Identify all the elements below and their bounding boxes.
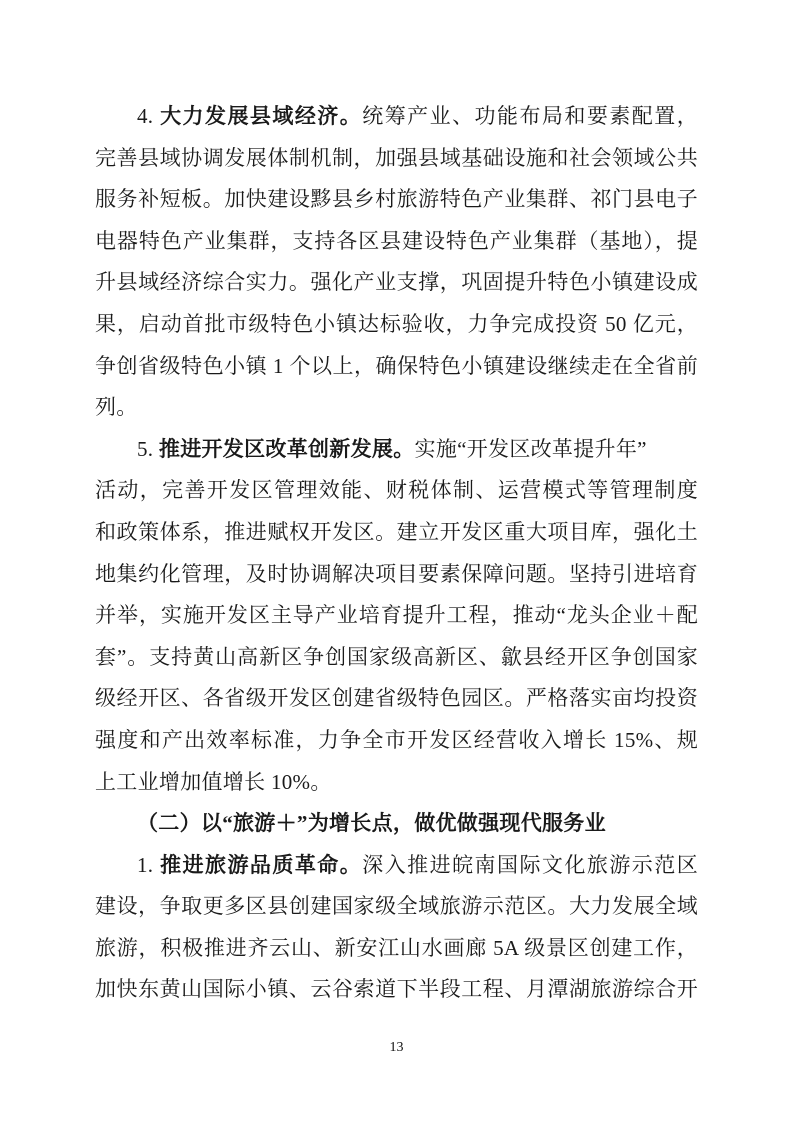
text-segment: 列。 xyxy=(95,395,138,420)
text-segment: 4. xyxy=(137,104,161,128)
text-segment: 活动，完善开发区管理效能、财税体制、运营模式等管理制度 xyxy=(95,478,698,503)
text-segment: 5. xyxy=(137,436,159,461)
text-segment: 果，启动首批市级特色小镇达标验收，力争完成投资 50 亿元， xyxy=(95,311,698,336)
text-segment: 地集约化管理，及时协调解决项目要素保障问题。坚持引进培育 xyxy=(95,561,698,586)
text-line xyxy=(95,845,698,887)
text-line xyxy=(95,470,698,512)
text-line xyxy=(95,304,698,346)
text-line xyxy=(95,637,698,679)
text-line xyxy=(95,138,698,180)
text-segment: 套”。支持黄山高新区争创国家级高新区、歙县经开区争创国家 xyxy=(95,644,698,669)
text-segment: 建设，争取更多区县创建国家级全域旅游示范区。大力发展全域 xyxy=(95,894,698,919)
text-line xyxy=(95,512,698,554)
text-segment: 强度和产出效率标准，力争全市开发区经营收入增长 15%、规 xyxy=(95,727,698,752)
text-segment: 升县域经济综合实力。强化产业支撑，巩固提升特色小镇建设成 xyxy=(95,270,698,295)
text-line xyxy=(95,179,698,221)
text-line xyxy=(95,346,698,388)
text-segment: 上工业增加值增长 10%。 xyxy=(95,769,332,794)
text-segment: 级经开区、各省级开发区创建省级特色园区。严格落实亩均投资 xyxy=(95,686,698,711)
text-segment: 完善县域协调发展体制机制，加强县域基础设施和社会领域公共 xyxy=(95,145,698,170)
bold-text-segment: 推进旅游品质革命。 xyxy=(160,852,363,877)
text-line xyxy=(95,928,698,970)
text-line xyxy=(95,595,698,637)
text-segment: 并举，实施开发区主导产业培育提升工程，推动“龙头企业＋配 xyxy=(95,603,698,628)
text-line xyxy=(95,221,698,263)
text-line xyxy=(95,262,698,304)
text-line xyxy=(95,429,698,471)
text-line xyxy=(95,96,698,138)
paragraph-section-2-heading xyxy=(95,803,698,845)
bold-text-segment: （二）以“旅游＋”为增长点，做优做强现代服务业 xyxy=(137,811,606,836)
paragraph-item-1 xyxy=(95,845,698,1011)
text-line xyxy=(95,969,698,1011)
bold-text-segment: 大力发展县域经济。 xyxy=(160,104,363,128)
page-number: 13 xyxy=(389,1040,404,1055)
text-segment: 统筹产业、功能布局和要素配置， xyxy=(362,104,698,128)
text-line xyxy=(95,803,698,845)
text-segment: 1. xyxy=(137,852,161,877)
text-line xyxy=(95,886,698,928)
text-segment: 争创省级特色小镇 1 个以上，确保特色小镇建设继续走在全省前 xyxy=(95,353,698,378)
document-body xyxy=(95,96,698,1011)
text-line xyxy=(95,762,698,804)
text-segment: 旅游，积极推进齐云山、新安江山水画廊 5A 级景区创建工作， xyxy=(95,935,698,960)
bold-text-segment: 推进开发区改革创新发展。 xyxy=(158,436,415,461)
text-segment: 深入推进皖南国际文化旅游示范区 xyxy=(362,852,698,877)
text-line xyxy=(95,720,698,762)
paragraph-item-4 xyxy=(95,96,698,429)
text-segment: 服务补短板。加快建设黟县乡村旅游特色产业集群、祁门县电子 xyxy=(95,187,698,212)
text-segment: 电器特色产业集群，支持各区县建设特色产业集群（基地），提 xyxy=(95,228,698,253)
text-line xyxy=(95,387,698,429)
text-segment: 实施“开发区改革提升年” xyxy=(414,436,647,461)
text-segment: 加快东黄山国际小镇、云谷索道下半段工程、月潭湖旅游综合开 xyxy=(95,977,698,1002)
text-line xyxy=(95,554,698,596)
text-segment: 和政策体系，推进赋权开发区。建立开发区重大项目库，强化土 xyxy=(95,519,698,544)
paragraph-item-5 xyxy=(95,429,698,803)
text-line xyxy=(95,678,698,720)
